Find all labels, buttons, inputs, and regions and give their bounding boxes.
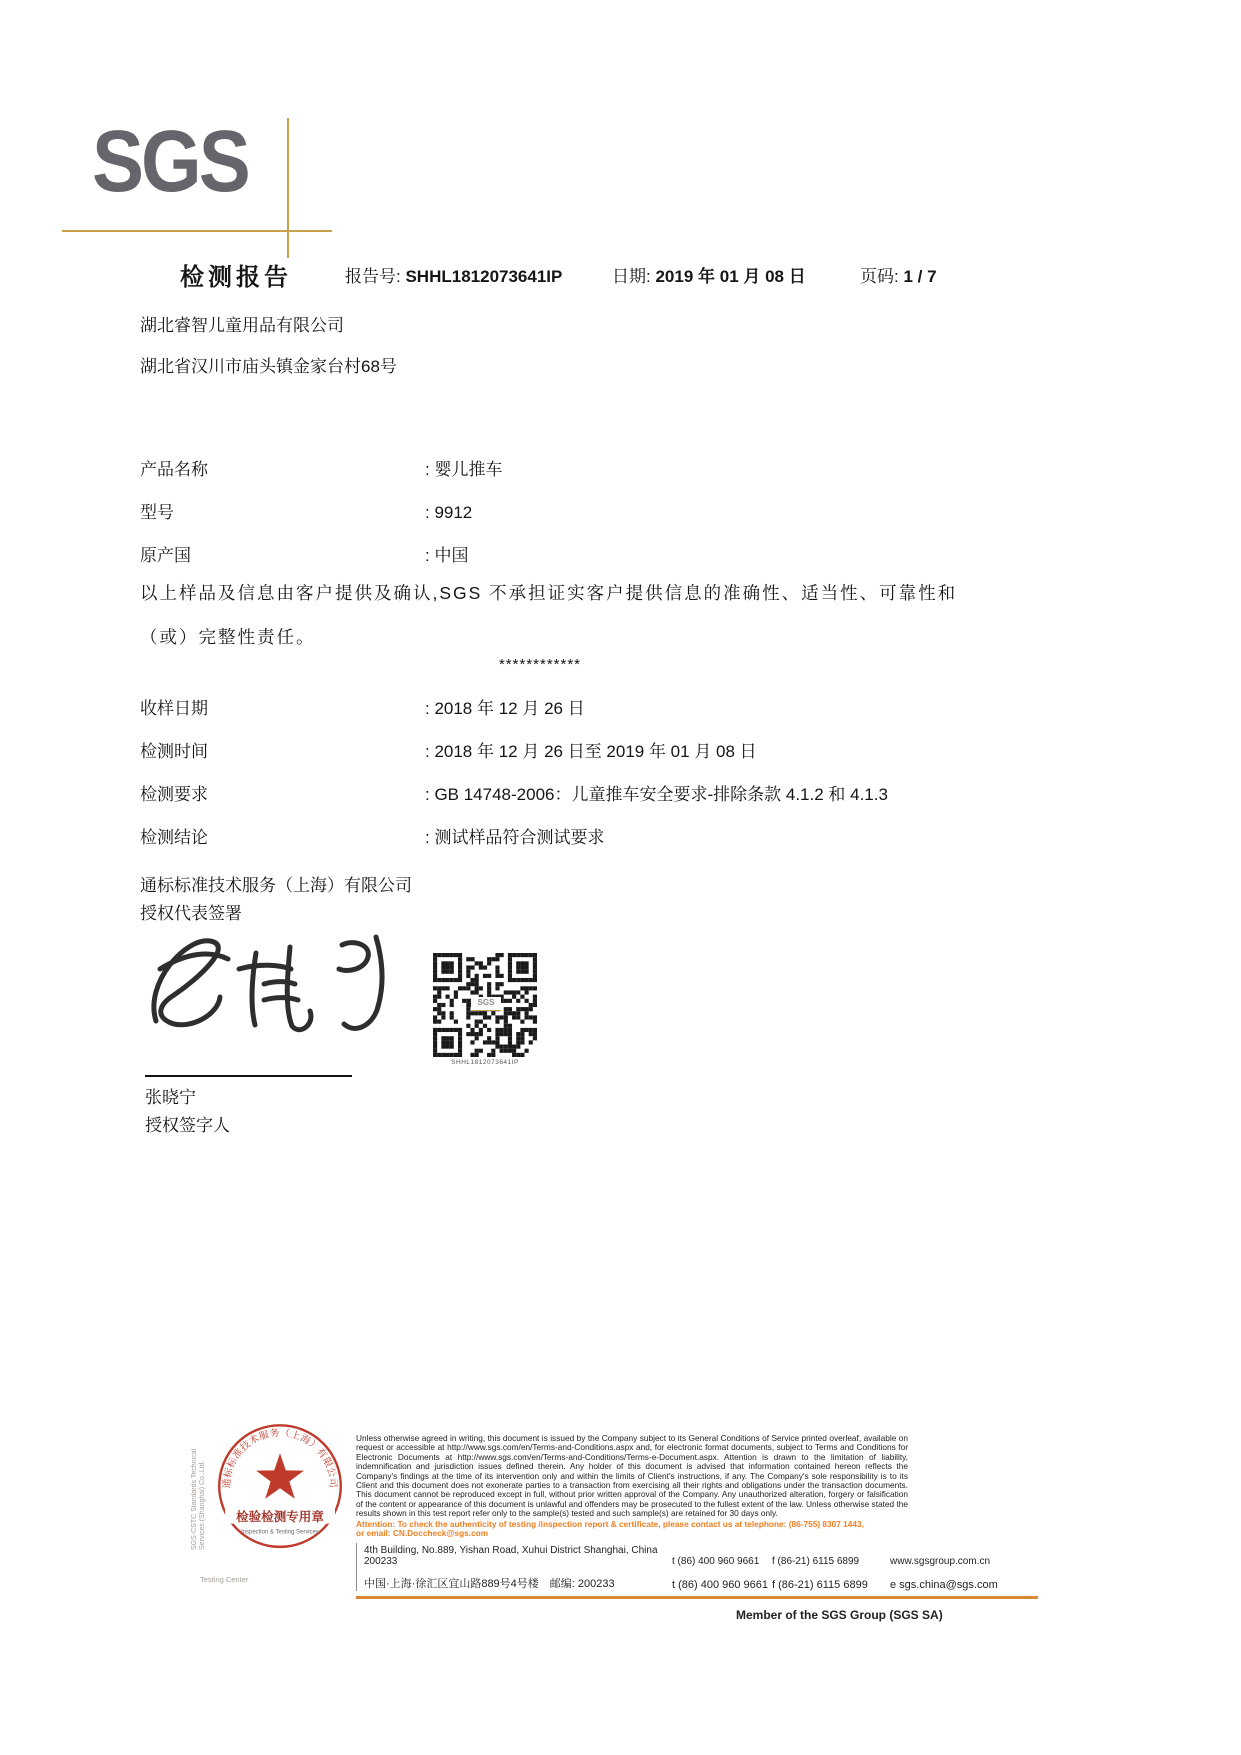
doc-title: 检测报告 <box>180 264 292 291</box>
signer-title: 授权签字人 <box>145 1116 230 1135</box>
address-row <box>364 1543 1046 1567</box>
tel-text: t (86) 400 960 9661 <box>672 1555 760 1567</box>
logo-rule-horizontal <box>62 230 332 232</box>
product-row-name <box>140 455 502 480</box>
product-row-model <box>140 498 472 523</box>
test-row-requirement <box>140 780 888 805</box>
statement-line-1: 以上样品及信息由客户提供及确认,SGS 不承担证实客户提供信息的准确性、适当性、可靠性和 <box>140 583 958 603</box>
date-value: 2019 年 01 月 08 日 <box>655 267 806 286</box>
footer-address-block <box>356 1543 1046 1591</box>
signoff-company: 通标标准技术服务（上海）有限公司 <box>140 876 412 895</box>
signature-image <box>138 923 413 1073</box>
field-label: 检测结论 <box>140 828 208 847</box>
test-row-period <box>140 737 757 762</box>
page-group <box>860 262 937 287</box>
seal-sub-text: Inspection & Testing Services <box>241 1529 319 1536</box>
address-text: 中国·上海·徐汇区宜山路889号4号楼 邮编: 200233 <box>364 1577 615 1590</box>
field-label: 型号 <box>140 503 174 522</box>
report-no-group <box>345 262 562 287</box>
attention-line-1: Attention: To check the authenticity of testing /inspection report & certificate, please contact us at telephone: (86-755) 8307 1443, <box>356 1518 864 1529</box>
page-label: 页码: <box>860 267 899 286</box>
seal-side-text: SGS-CSTC Standards Technical Services (Shanghai) Co.,Ltd. <box>191 1448 206 1550</box>
page-number: 1 / 7 <box>903 267 937 286</box>
qr-caption: SHHL1812073641IP <box>451 1059 519 1066</box>
company-seal <box>198 1405 362 1573</box>
date-group <box>612 262 806 287</box>
attention-line-2: or email: CN.Doccheck@sgs.com <box>356 1528 489 1539</box>
address-text: 4th Building, No.889, Yishan Road, Xuhui District Shanghai, China 200233 <box>364 1544 658 1567</box>
footer <box>356 1434 1046 1622</box>
report-no-label: 报告号: <box>345 267 401 286</box>
qr-center-label: SGS <box>471 997 501 1011</box>
client-name: 湖北睿智儿童用品有限公司 <box>140 316 344 335</box>
seal-ring-text: 通标标准技术服务（上海）有限公司 <box>221 1427 339 1489</box>
field-value: : 2018 年 12 月 26 日至 2019 年 01 月 08 日 <box>425 742 757 761</box>
seal-bottom-text: Testing Center <box>200 1575 249 1584</box>
member-line: Member of the SGS Group (SGS SA) <box>736 1607 943 1622</box>
field-value: : GB 14748-2006：儿童推车安全要求-排除条款 4.1.2 和 4.1.3 <box>425 785 888 804</box>
test-row-received-date <box>140 694 585 719</box>
signature-stroke <box>287 947 311 1030</box>
fax-text: f (86-21) 6115 6899 <box>772 1578 868 1591</box>
date-label: 日期: <box>612 267 651 286</box>
field-label: 产品名称 <box>140 460 208 479</box>
field-value: : 2018 年 12 月 26 日 <box>425 699 585 718</box>
field-value: : 婴儿推车 <box>425 460 503 479</box>
test-row-conclusion <box>140 823 604 848</box>
signer-name: 张晓宁 <box>145 1088 196 1107</box>
seal-star-icon <box>256 1453 304 1498</box>
fax-text: f (86-21) 6115 6899 <box>772 1555 860 1567</box>
signoff-role: 授权代表签署 <box>140 904 242 923</box>
seal-banner-text: 检验检测专用章 <box>236 1509 324 1524</box>
signature-stroke <box>239 965 291 969</box>
client-address: 湖北省汉川市庙头镇金家台村68号 <box>140 357 397 376</box>
field-value: : 测试样品符合测试要求 <box>425 828 605 847</box>
report-no-value: SHHL1812073641IP <box>405 267 563 286</box>
signature-stroke <box>264 982 295 984</box>
qr-code <box>433 953 537 1057</box>
field-value: : 中国 <box>425 546 469 565</box>
site-text: www.sgsgroup.com.cn <box>890 1555 991 1567</box>
statement-line-2: （或）完整性责任。 <box>140 627 316 647</box>
signature-stroke <box>344 937 382 1028</box>
product-row-origin <box>140 541 468 566</box>
field-label: 收样日期 <box>140 699 208 718</box>
field-label: 原产国 <box>140 546 191 565</box>
footer-rule <box>356 1596 1038 1599</box>
signature-stroke <box>339 943 368 971</box>
sgs-logo-text: SGS <box>92 111 248 211</box>
signature-rule <box>145 1075 352 1077</box>
tel-text: t (86) 400 960 9661 <box>672 1578 769 1591</box>
field-label: 检测要求 <box>140 785 208 804</box>
signature-stroke <box>264 998 298 1000</box>
sgs-logo <box>92 111 248 211</box>
site-text: e sgs.china@sgs.com <box>890 1578 998 1591</box>
field-value: : 9912 <box>425 503 473 522</box>
footer-terms: Unless otherwise agreed in writing, this document is issued by the Company subject to its General Conditions of Service printed overleaf, available on request or accessible at http://www.sgs.com/en/Terms-and-Conditions.aspx and, for electronic format documents, subject to Terms and Conditions for Electronic Documents at http://www.sgs.com/en/Terms-and-Conditions/Terms-e-Document.aspx. Attention is drawn to the limitation of liability, indemnification and jurisdiction issues defined therein. Any holder of this document is advised that information contained hereon reflects the Company's findings at the time of its intervention only and within the limits of Client's instructions, if any. The Company's sole responsibility is to its Client and this document does not exonerate parties to a transaction from exercising all their rights and obligations under the transaction documents. This document cannot be reproduced except in full, without prior written approval of the Company. Any unauthorized alteration, forgery or falsification of the content or appearance of this document is unlawful and offenders may be prosecuted to the fullest extent of the law. Unless otherwise stated the results shown in this test report refer only to the sample(s) tested and such sample(s) are retained for 30 days only. <box>356 1433 908 1519</box>
logo-rule-vertical <box>287 118 289 258</box>
address-row <box>364 1567 1046 1591</box>
separator-stars: ************ <box>498 656 582 673</box>
field-label: 检测时间 <box>140 742 208 761</box>
